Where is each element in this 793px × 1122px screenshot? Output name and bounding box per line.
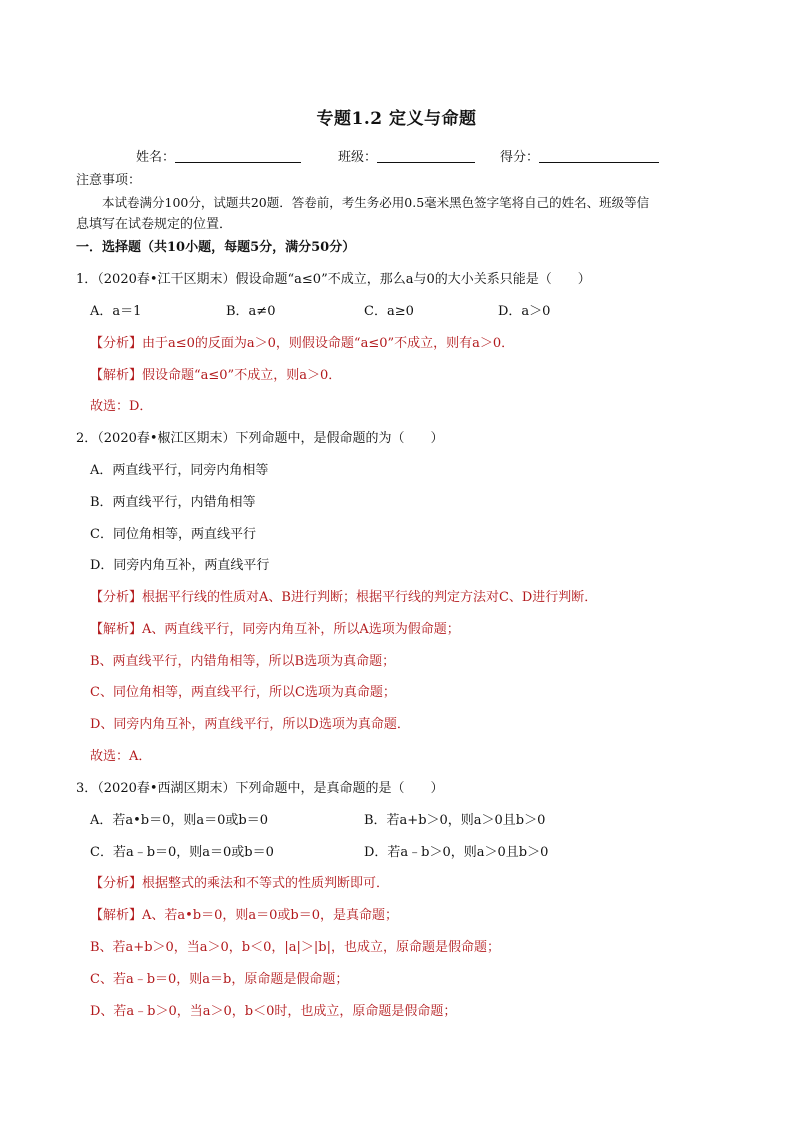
q2-option-a: A．两直线平行，同旁内角相等 — [90, 463, 269, 478]
score-label: 得分： — [500, 150, 540, 165]
q3-option-d: D．若a﹣b＞0，则a＞0且b＞0 — [364, 845, 549, 860]
q3-solution-1: 【解析】A、若a•b＝0，则a＝0或b＝0，是真命题； — [90, 908, 399, 923]
q3-solution-3: C、若a﹣b＝0，则a＝b，原命题是假命题； — [90, 972, 349, 987]
score-field — [500, 146, 659, 165]
page-title: 专题1.2 定义与命题 — [316, 109, 477, 129]
q2-stem: 2．（2020春•椒江区期末）下列命题中，是假命题的为（ ） — [76, 431, 444, 446]
q3-solution-2: B、若a+b＞0，当a＞0，b＜0，|a|＞|b|，也成立，原命题是假命题； — [90, 940, 500, 955]
q2-solution-3: C、同位角相等，两直线平行，所以C选项为真命题； — [90, 685, 396, 700]
q1-option-a: A．a＝1 — [90, 304, 142, 319]
name-blank — [175, 150, 301, 163]
name-field — [136, 146, 301, 165]
q2-solution-2: B、两直线平行，内错角相等，所以B选项为真命题； — [90, 654, 396, 669]
q1-analysis: 【分析】由于a≤0的反面为a＞0，则假设命题“a≤0”不成立，则有a＞0． — [90, 336, 515, 351]
class-label: 班级： — [338, 150, 378, 165]
q2-solution-1: 【解析】A、两直线平行，同旁内角互补，所以A选项为假命题； — [90, 622, 460, 637]
notice-line-2: 息填写在试卷规定的位置． — [76, 217, 233, 232]
q1-option-d: D．a＞0 — [498, 304, 551, 319]
q3-stem: 3．（2020春•西湖区期末）下列命题中，是真命题的是（ ） — [76, 781, 444, 796]
q3-option-c: C．若a﹣b＝0，则a＝0或b＝0 — [90, 845, 274, 860]
q2-analysis: 【分析】根据平行线的性质对A、B进行判断；根据平行线的判定方法对C、D进行判断． — [90, 590, 598, 605]
q2-solution-4: D、同旁内角互补，两直线平行，所以D选项为真命题． — [90, 717, 410, 732]
class-blank — [377, 150, 475, 163]
q3-solution-4: D、若a﹣b＞0，当a＞0，b＜0时，也成立，原命题是假命题； — [90, 1004, 457, 1019]
q2-answer: 故选：A． — [90, 749, 152, 764]
name-label: 姓名： — [136, 150, 176, 165]
q1-answer: 故选：D． — [90, 399, 153, 414]
q3-analysis: 【分析】根据整式的乘法和不等式的性质判断即可． — [90, 876, 390, 891]
q3-option-a: A．若a•b＝0，则a＝0或b＝0 — [90, 813, 269, 828]
score-blank — [539, 150, 659, 163]
q2-option-b: B．两直线平行，内错角相等 — [90, 495, 256, 510]
q3-option-b: B．若a+b＞0，则a＞0且b＞0 — [364, 813, 546, 828]
q1-option-b: B．a≠0 — [226, 304, 276, 319]
q1-solution: 【解析】假设命题“a≤0”不成立，则a＞0． — [90, 368, 342, 383]
q1-stem: 1．（2020春•江干区期末）假设命题“a≤0”不成立，那么a与0的大小关系只能是（ ） — [76, 272, 591, 287]
class-field — [338, 146, 475, 165]
notice-heading: 注意事项： — [76, 173, 142, 188]
q2-option-c: C．同位角相等，两直线平行 — [90, 527, 256, 542]
q1-option-c: C．a≥0 — [364, 304, 414, 319]
notice-line-1: 本试卷满分100分，试题共20题．答卷前，考生务必用0.5毫米黑色签字笔将自己的姓名、班级等信 — [102, 195, 650, 210]
q2-option-d: D．同旁内角互补，两直线平行 — [90, 558, 270, 573]
section-heading: 一．选择题（共10小题，每题5分，满分50分） — [76, 240, 356, 255]
